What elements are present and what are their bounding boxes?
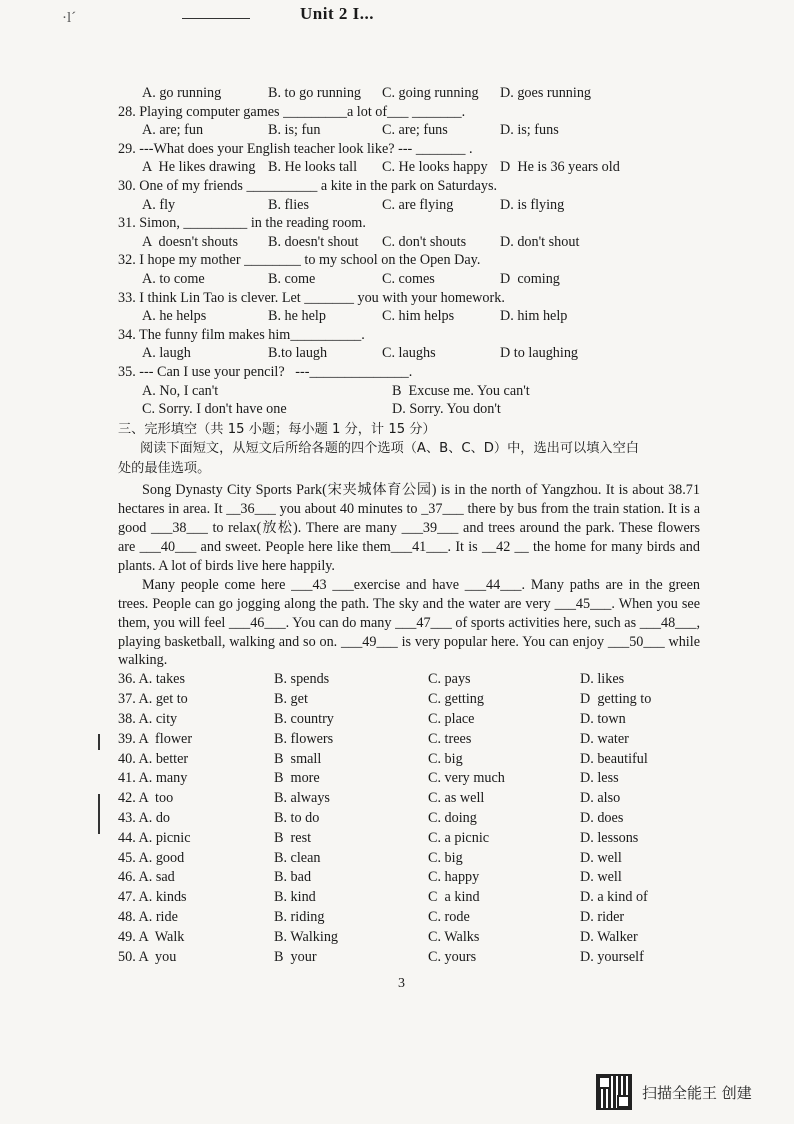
cloze-option-d: D. water	[580, 730, 629, 747]
cloze-item-option-a: 36. A. takes	[118, 671, 185, 688]
option-a: A. he helps	[142, 308, 207, 325]
cloze-row	[118, 750, 718, 770]
option-d: D. is flying	[500, 196, 565, 213]
cloze-option-b: B. country	[274, 710, 334, 727]
qr-code-icon	[596, 1074, 632, 1110]
cloze-option-d: D. rider	[580, 908, 625, 925]
passage-paragraph-2: Many people come here ___43 ___exercise and have ___44___. Many paths are in the green trees. People can go jogging along the path. The sky and the water are very ___45___. When you see them, you will feel ___46___. You can do many ___47___ of sports activities here, such as ___48___, playing basketball, walking and so on. ___49___ is very popular here. You can enjoy ___50___ while walking.	[118, 576, 700, 669]
cloze-option-c: C. big	[428, 750, 463, 767]
option-a: A. No, I can't	[142, 382, 219, 399]
cloze-option-c: C. big	[428, 849, 463, 866]
option-c: C. going running	[382, 85, 479, 101]
option-b: B. come	[268, 270, 316, 287]
instruction-line-1: 阅读下面短文，从短文后所给各题的四个选项（A、B、C、D）中，选出可以填入空白	[140, 441, 639, 457]
cloze-item-option-a: 48. A. ride	[118, 908, 178, 925]
cloze-option-b: B. riding	[274, 908, 325, 925]
cloze-item-option-a: 40. A. better	[118, 750, 189, 767]
cloze-option-d: D. well	[580, 869, 622, 886]
cloze-item-option-a: 42. A too	[118, 790, 174, 807]
option-b: B. He looks tall	[268, 159, 358, 176]
option-a: A He likes drawing	[142, 159, 256, 176]
option-a: A. to come	[142, 270, 205, 287]
cloze-row	[118, 670, 718, 690]
option-c: C. He looks happy	[382, 159, 488, 176]
cloze-option-c: C. a picnic	[428, 829, 490, 846]
question-options	[118, 233, 718, 252]
cloze-option-d: D. beautiful	[580, 750, 648, 767]
cloze-option-c: C. trees	[428, 730, 472, 747]
cloze-option-b: B. get	[274, 691, 308, 708]
option-d: D He is 36 years old	[500, 159, 620, 176]
cloze-option-b: B more	[274, 770, 320, 787]
question-options	[118, 400, 718, 419]
cloze-option-c: C. very much	[428, 770, 505, 787]
cloze-row	[118, 888, 718, 908]
cloze-row	[118, 868, 718, 888]
cloze-item-option-a: 50. A you	[118, 948, 177, 965]
question-options	[118, 121, 718, 140]
cloze-option-c: C. Walks	[428, 928, 480, 945]
cloze-option-d: D. yourself	[580, 948, 644, 965]
option-d: D. him help	[500, 308, 568, 325]
passage-paragraph-1: Song Dynasty City Sports Park(宋夹城体育公园) is in the north of Yangzhou. It is about 38.71 hectares in area. It __36___ you about 40 minutes to _37___ there by bus from the train station. It is a good ___38___ to relax(放松). There are many ___39___ and trees around the park. These flowers are ___40___ and sweet. People here like them___41___. It is __42 __ the home for many birds and plants. A lot of birds live here happily.	[118, 482, 700, 574]
option-a: A. go running	[142, 85, 222, 101]
cloze-row	[118, 849, 718, 869]
option-b: B Excuse me. You can't	[392, 382, 530, 399]
cloze-option-c: C. getting	[428, 691, 484, 708]
cloze-item-option-a: 47. A. kinds	[118, 889, 187, 906]
question-options	[118, 344, 718, 363]
question-stem: 28. Playing computer games _________a lot of___ _______.	[118, 103, 466, 120]
question-stem: 31. Simon, _________ in the reading room.	[118, 215, 366, 232]
cloze-option-b: B. always	[274, 790, 330, 807]
cloze-option-d: D. well	[580, 849, 622, 866]
option-c: C. comes	[382, 270, 435, 287]
cloze-item-option-a: 45. A. good	[118, 849, 185, 866]
section-instruction	[118, 439, 718, 479]
option-d: D to laughing	[500, 345, 579, 362]
cloze-item-option-a: 44. A. picnic	[118, 829, 191, 846]
option-d: D. don't shout	[500, 233, 580, 250]
cloze-option-b: B. to do	[274, 809, 320, 826]
page-number: 3	[398, 976, 405, 991]
option-d: D. is; funs	[500, 122, 559, 139]
question-stem: 33. I think Lin Tao is clever. Let _______ you with your homework.	[118, 289, 505, 306]
cloze-item-option-a: 49. A Walk	[118, 928, 185, 945]
cloze-option-c: C. as well	[428, 790, 485, 807]
option-c: C. are; funs	[382, 122, 448, 139]
cloze-item-option-a: 37. A. get to	[118, 691, 188, 708]
option-c: C. laughs	[382, 345, 436, 362]
cloze-item-option-a: 38. A. city	[118, 710, 178, 727]
question-stem: 32. I hope my mother ________ to my school on the Open Day.	[118, 252, 481, 269]
question-stem: 30. One of my friends __________ a kite in the park on Saturdays.	[118, 177, 498, 194]
question-options	[118, 307, 718, 326]
cloze-option-b: B. clean	[274, 849, 321, 866]
cloze-option-c: C a kind	[428, 889, 480, 906]
header-marks: ·l´	[62, 10, 77, 26]
prev-question-options	[118, 84, 718, 103]
question-stem: 29. ---What does your English teacher look like? --- _______ .	[118, 140, 473, 157]
question-options	[118, 270, 718, 289]
cloze-option-c: C. doing	[428, 809, 477, 826]
cloze-option-b: B. bad	[274, 869, 312, 886]
cloze-option-b: B. Walking	[274, 928, 339, 945]
option-c: C. him helps	[382, 308, 455, 325]
cloze-row	[118, 908, 718, 928]
option-c: C. don't shouts	[382, 233, 467, 250]
option-d: D. goes running	[500, 85, 592, 101]
cloze-row	[118, 710, 718, 730]
cloze-item-option-a: 46. A. sad	[118, 869, 175, 886]
question-stem: 35. --- Can I use your pencil? ---______________.	[118, 363, 413, 380]
header-rule	[182, 18, 250, 19]
option-c: C. Sorry. I don't have one	[142, 401, 287, 418]
question-list	[118, 103, 718, 419]
cloze-row	[118, 928, 718, 948]
cloze-option-d: D. likes	[580, 671, 625, 688]
cloze-item-option-a: 41. A. many	[118, 770, 188, 787]
option-b: B. flies	[268, 196, 309, 213]
option-c: C. are flying	[382, 196, 454, 213]
cloze-row	[118, 809, 718, 829]
cloze-row	[118, 730, 718, 750]
cloze-row	[118, 948, 718, 968]
instruction-line-2: 处的最佳选项。	[118, 461, 211, 477]
cloze-option-b: B small	[274, 750, 322, 767]
cloze-option-c: C. rode	[428, 908, 470, 925]
cloze-row	[118, 789, 718, 809]
scanner-watermark	[596, 1074, 752, 1110]
watermark-text: 扫描全能王 创建	[642, 1083, 752, 1102]
option-d: D. Sorry. You don't	[392, 401, 501, 418]
option-a: A. are; fun	[142, 122, 204, 139]
question-options	[118, 196, 718, 215]
question-options	[118, 158, 718, 177]
question-stem: 34. The funny film makes him__________.	[118, 326, 365, 343]
option-b: B. to go running	[268, 85, 362, 101]
option-b: B. he help	[268, 308, 326, 325]
cloze-row	[118, 690, 718, 710]
cloze-row	[118, 769, 718, 789]
question-options	[118, 382, 718, 401]
cloze-option-d: D getting to	[580, 691, 652, 708]
option-a: A. fly	[142, 196, 176, 213]
cloze-option-c: C. happy	[428, 869, 480, 886]
cloze-option-c: C. yours	[428, 948, 477, 965]
cloze-option-d: D. Walker	[580, 928, 638, 945]
cloze-option-d: D. lessons	[580, 829, 639, 846]
cloze-option-b: B rest	[274, 829, 312, 846]
cloze-row	[118, 829, 718, 849]
cloze-option-b: B. flowers	[274, 730, 334, 747]
cloze-option-b: B your	[274, 948, 317, 965]
page-content	[118, 84, 718, 967]
section-heading: 三、完形填空（共 15 小题；每小题 1 分，计 15 分）	[118, 421, 436, 437]
option-b: B. doesn't shout	[268, 233, 359, 250]
cloze-options-table	[118, 670, 718, 967]
option-b: B.to laugh	[268, 345, 328, 362]
cloze-option-d: D. a kind of	[580, 889, 648, 906]
cloze-option-d: D. does	[580, 809, 624, 826]
page-header-title: Unit 2 I...	[300, 4, 374, 23]
option-d: D coming	[500, 270, 560, 287]
cloze-option-b: B. spends	[274, 671, 330, 688]
cloze-option-d: D. town	[580, 710, 626, 727]
margin-mark	[98, 734, 100, 750]
option-a: A doesn't shouts	[142, 233, 238, 250]
margin-mark	[98, 794, 100, 834]
cloze-option-b: B. kind	[274, 889, 316, 906]
cloze-option-c: C. place	[428, 710, 475, 727]
option-a: A. laugh	[142, 345, 191, 362]
cloze-option-d: D. less	[580, 770, 619, 787]
cloze-passage	[118, 481, 700, 670]
cloze-item-option-a: 43. A. do	[118, 809, 171, 826]
cloze-option-c: C. pays	[428, 671, 471, 688]
option-b: B. is; fun	[268, 122, 321, 139]
cloze-option-d: D. also	[580, 790, 621, 807]
cloze-item-option-a: 39. A flower	[118, 730, 193, 747]
